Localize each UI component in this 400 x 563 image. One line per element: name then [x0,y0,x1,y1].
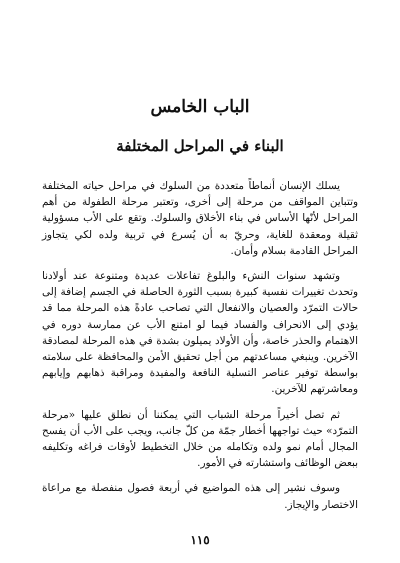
paragraph: وتشهد سنوات النشء والبلوغ تفاعلات عديدة ومتنوعة عند أولادنا وتحدث تغييرات نفسية كبيرة بسبب الثورة الحاصلة في الجسم إضافة إلى حالات التمرّد والعصيان والانفعال التي تصاحب عادةً هذه المرحلة مما قد يؤدي إلى الانحراف والفساد فيما لو امتنع الأب عن ممارسة دوره في الاهتمام والحذر خاصة، وأن الأولاد يميلون بشدة في هذه المرحلة لمصادقة الآخرين. وينبغي مساعدتهم من أجل تحقيق الأمن والمحافظة على سلامته بواسطة توفير عناصر التسلية النافعة والمفيدة ومراقبة ذهابهم وإيابهم ومعاشرتهم للآخرين. [42,270,358,396]
page-number: ١١٥ [190,533,210,547]
paragraph: ثم تصل أخيراً مرحلة الشباب التي يمكننا أن نطلق عليها «مرحلة التمرّد» حيث تواجهها أخطار جمّة من كلّ جانب، ويجب على الأب أن يفسح المجال أمام نمو ولده وتكامله من خلال التخطيط لأوقات فراغه وتكليفه ببعض الوظائف واستشارته في الأمور. [42,408,358,470]
chapter-heading: الباب الخامس [150,97,250,117]
paragraph: وسوف نشير إلى هذه المواضيع في أربعة فصول منفصلة مع مراعاة الاختصار والإيجاز. [42,482,358,511]
paragraph: يسلك الإنسان أنماطاً متعددة من السلوك في مراحل حياته المختلفة وتتباين المواقف من مرحلة إلى أخرى، وتعتبر مرحلة الطفولة من أهم المراحل لأنّها الأساس في بناء الأخلاق والسلوك. وتقع على الأب مسؤولية ثقيلة ومعقدة للغاية، وحريّ به أن يُسرع في تربية ولده لكي يتجاوز المراحل القادمة بسلام وأمان. [42,180,358,257]
section-title: البناء في المراحل المختلفة [116,137,284,155]
